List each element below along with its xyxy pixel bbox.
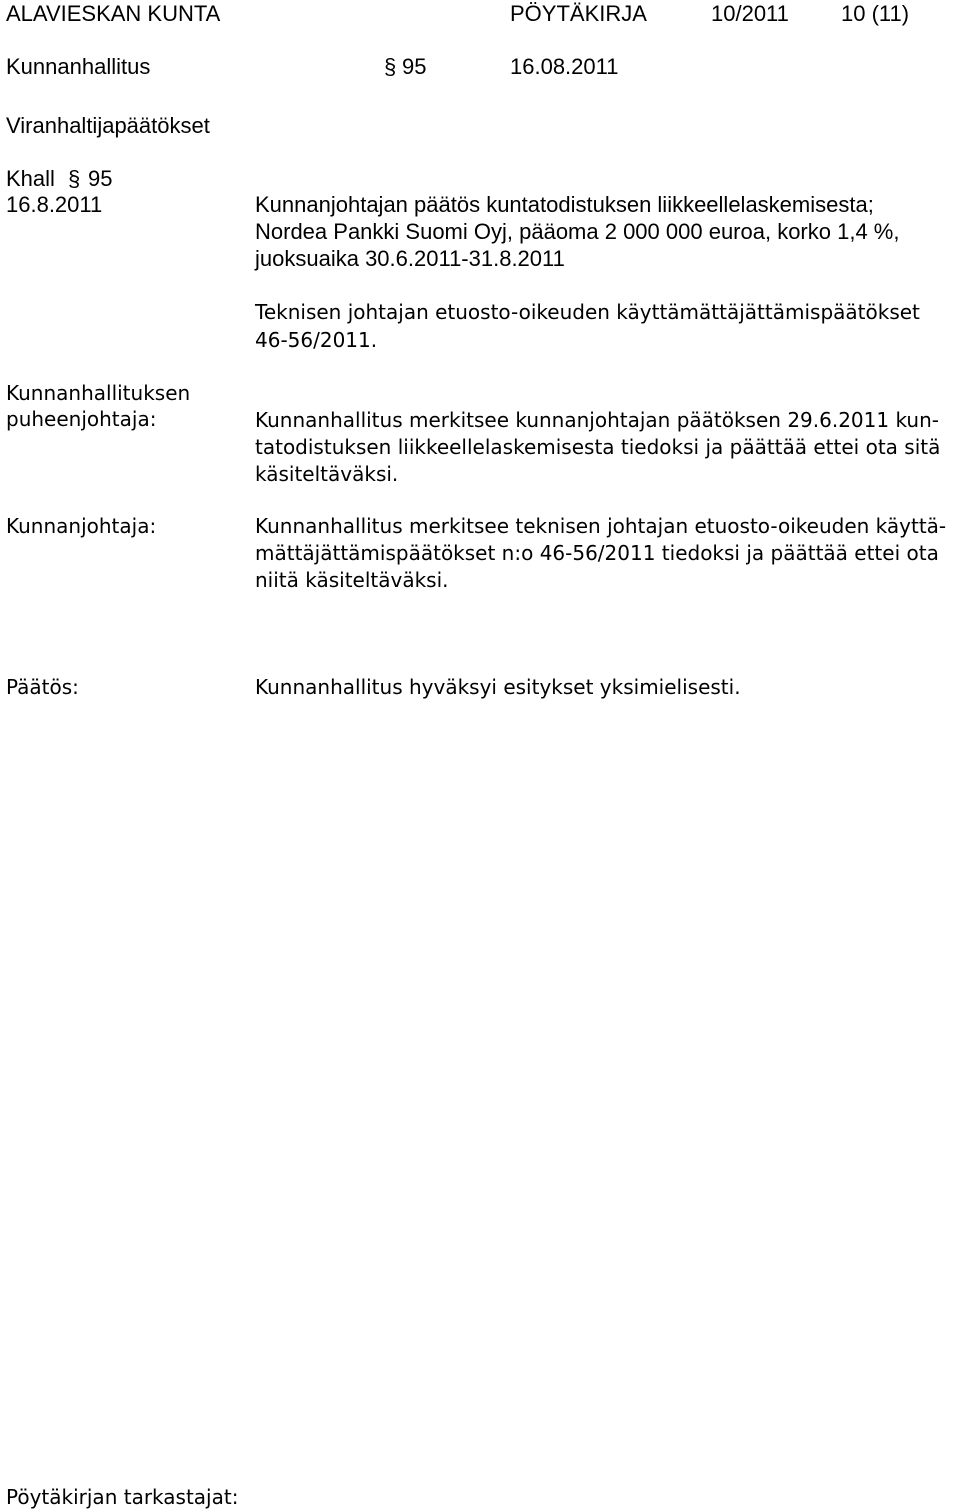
organization-name: ALAVIESKAN KUNTA	[6, 1, 221, 26]
meeting-body: Kunnanhallitus	[6, 54, 151, 79]
mayor-decision-line: juoksuaika 30.6.2011-31.8.2011	[255, 246, 565, 271]
chair-proposal-line: tatodistuksen liikkeellelaskemisesta tiedoksi ja päättää ettei ota sitä	[255, 435, 941, 459]
document-type: PÖYTÄKIRJA	[510, 1, 647, 26]
technical-decision-line: Teknisen johtajan etuosto-oikeuden käyttämättäjättämispäätökset	[255, 300, 920, 324]
chair-proposal-line: Kunnanhallitus merkitsee kunnanjohtajan päätöksen 29.6.2011 kun-	[255, 408, 939, 432]
mayor-decision-line: Kunnanjohtajan päätös kuntatodistuksen liikkeellelaskemisesta;	[255, 192, 874, 217]
minutes-reviewers-label: Pöytäkirjan tarkastajat:	[6, 1485, 239, 1509]
reference-number: 95	[88, 166, 113, 191]
technical-decision-line: 46-56/2011.	[255, 328, 378, 352]
manager-label: Kunnanjohtaja:	[6, 514, 157, 538]
manager-proposal-line: mättäjättämispäätökset n:o 46-56/2011 tiedoksi ja päättää ettei ota	[255, 541, 939, 565]
decision-text: Kunnanhallitus hyväksyi esitykset yksimielisesti.	[255, 675, 741, 699]
section-number: 95	[402, 54, 427, 79]
chair-label: Kunnanhallituksen	[6, 381, 191, 405]
meeting-date: 16.08.2011	[510, 54, 619, 79]
chair-label: puheenjohtaja:	[6, 407, 157, 431]
page-title: Viranhaltijapäätökset	[6, 113, 210, 138]
page-number: 10 (11)	[841, 1, 910, 26]
reference-label: Khall	[6, 166, 55, 191]
reference-symbol: §	[68, 166, 81, 191]
chair-proposal-line: käsiteltäväksi.	[255, 462, 399, 486]
document-number: 10/2011	[711, 1, 789, 26]
manager-proposal-line: Kunnanhallitus merkitsee teknisen johtajan etuosto-oikeuden käyttä-	[255, 514, 947, 538]
reference-date: 16.8.2011	[6, 192, 103, 217]
section-symbol: §	[384, 54, 397, 79]
decision-label: Päätös:	[6, 675, 79, 699]
mayor-decision-line: Nordea Pankki Suomi Oyj, pääoma 2 000 000 euroa, korko 1,4 %,	[255, 219, 900, 244]
manager-proposal-line: niitä käsiteltäväksi.	[255, 568, 449, 592]
